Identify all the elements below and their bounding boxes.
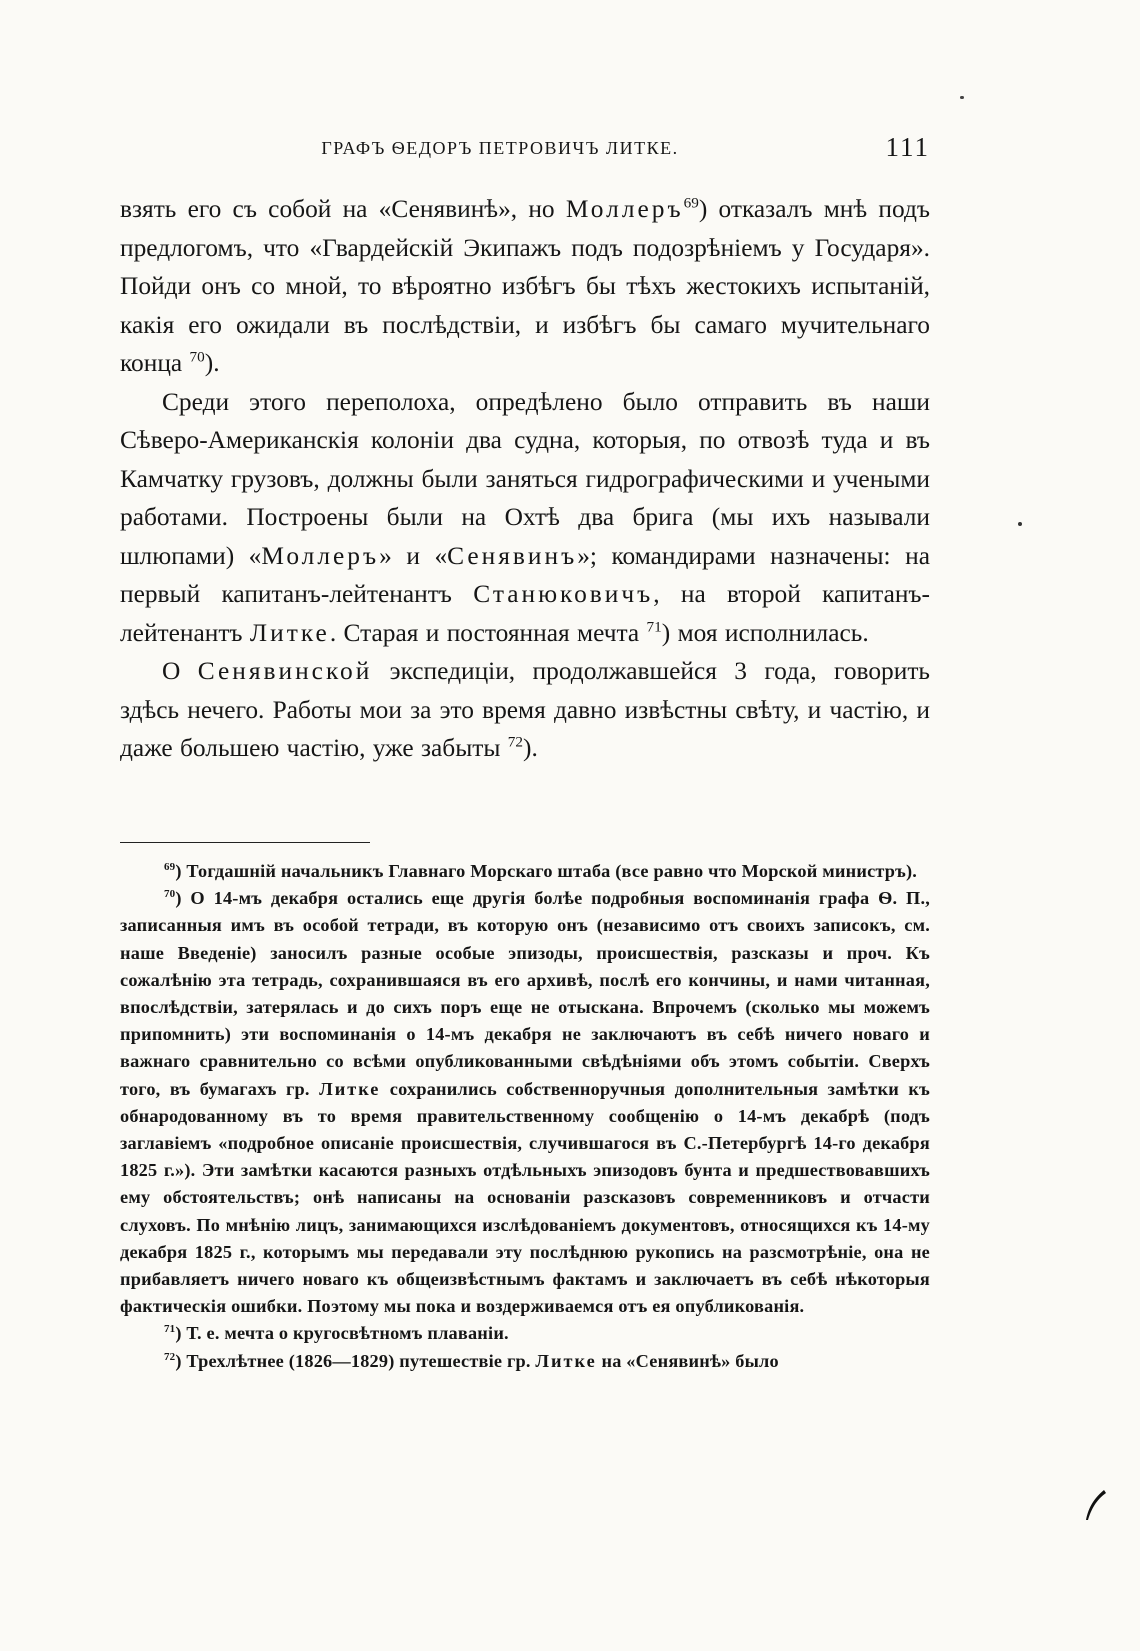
- main-text: [120, 190, 930, 768]
- spaced-name: Сенявинъ: [447, 541, 578, 570]
- page-header: [120, 132, 930, 168]
- footnote-text: на «Сенявинѣ» было: [596, 1350, 779, 1371]
- text-run: , на второй капитанъ-лейтенантъ: [120, 580, 931, 647]
- paragraph-1: [120, 190, 930, 383]
- footnote-72: [120, 1348, 930, 1375]
- footnote-ref-72[interactable]: 72: [507, 733, 524, 751]
- footnote-ref-69[interactable]: 69: [683, 194, 699, 212]
- footnote-text: ) Т. е. мечта о кругосвѣтномъ плаваніи.: [175, 1323, 509, 1344]
- footnote-marker: 70: [164, 888, 176, 901]
- paragraph-2: [120, 383, 930, 653]
- footnote-ref-71[interactable]: 71: [646, 618, 662, 636]
- text-run: »; командирами назначены: на первый капитанъ-лейтенантъ: [120, 541, 930, 608]
- text-run: О: [162, 657, 198, 685]
- running-head: ГРАФЪ ѲЕДОРЪ ПЕТРОВИЧЪ ЛИТКЕ.: [321, 138, 679, 158]
- page-number: 111: [885, 132, 930, 162]
- text-run: . Старая и постоянная мечта: [329, 618, 647, 647]
- text-run: ).: [523, 734, 538, 762]
- footnote-ref-70[interactable]: 70: [189, 348, 205, 366]
- text-run: взять его съ собой на «Сенявинѣ», но: [120, 195, 566, 223]
- footnote-70: [120, 885, 930, 1320]
- footnote-text: ) Тогдашній начальникъ Главнаго Морскаго штаба (все равно что Морской министръ).: [175, 861, 918, 881]
- footnote-separator: [120, 842, 370, 843]
- text-run: ) отказалъ мнѣ подъ предлогомъ, что «Гвардейскій Экипажъ подъ подозрѣніемъ у Государя». Пойди онъ со мной, то вѣроятно избѣгъ бы тѣхъ жестокихъ испытаній, какія его ожидали въ послѣдствіи, и избѣгъ бы самаго мучительнаго конца: [120, 195, 930, 377]
- footnotes: [120, 858, 930, 1375]
- footnote-text: ) Трехлѣтнее (1826—1829) путешествіе гр.: [175, 1350, 536, 1371]
- paragraph-3: [120, 652, 930, 768]
- footnote-69: [120, 858, 930, 885]
- text-run: Среди этого переполоха, опредѣлено было отправить въ наши Сѣверо-Американскія колоніи два судна, которыя, по отвозѣ туда и въ Камчатку грузовъ, должны были заняться гидрографическими и учеными работами. Построены были на Охтѣ два брига (мы ихъ называли шлюпами) «: [120, 387, 930, 570]
- ink-stroke-mark: [1082, 1484, 1108, 1522]
- text-run: ).: [204, 349, 220, 377]
- footnote-marker: 71: [164, 1323, 176, 1336]
- scan-speck-margin: [1018, 522, 1022, 526]
- text-run: экспедиціи, продолжавшейся 3 года, говорить здѣсь нечего. Работы мои за это время давно извѣстны свѣту, и частію, и даже большею частію, уже забыты: [120, 657, 930, 762]
- spaced-name: Моллеръ: [261, 541, 380, 570]
- footnote-marker: 72: [164, 1350, 176, 1363]
- spaced-name: Литке: [535, 1350, 597, 1371]
- spaced-name: Моллеръ: [565, 195, 684, 223]
- text-run: » и «: [379, 541, 448, 570]
- footnote-71: [120, 1320, 930, 1347]
- spaced-name: Литке: [319, 1078, 381, 1099]
- footnote-text: ) О 14-мъ декабря остались еще другія болѣе подробныя воспоминанія графа Ѳ. П., записанныя имъ въ особой тетради, въ которую онъ (независимо отъ своихъ записокъ, см. наше Введеніе) заносилъ разные особые эпизоды, происшествія, разсказы и проч. Къ сожалѣнію эта тетрадь, сохранившаяся въ его архивѣ, послѣ его кончины, и нами читанная, впослѣдствіи, затерялась и до сихъ поръ еще не отыскана. Впрочемъ (сколько мы можемъ припомнить) эти воспоминанія о 14-мъ декабря не заключаютъ въ себѣ ничего новаго и важнаго сравнительно со всѣми опубликованными свѣдѣніями объ этомъ событіи. Сверхъ того, въ бумагахъ гр.: [120, 888, 930, 1099]
- scan-speck-top: [960, 96, 964, 99]
- spaced-name: Станюковичъ: [473, 580, 654, 608]
- text-run: ) моя исполнилась.: [661, 618, 869, 647]
- spaced-name: Литке: [249, 618, 330, 647]
- footnote-text: сохранились собственноручныя дополнительныя замѣтки къ обнародованному въ то время правительственному сообщенію о 14-мъ декабрѣ (подъ заглавіемъ «подробное описаніе происшествія, случившагося въ С.-Петербургѣ 14-го декабря 1825 г.»). Эти замѣтки касаются разныхъ отдѣльныхъ эпизодовъ бунта и предшествовавшихъ ему обстоятельствъ; онѣ написаны на основаніи разсказовъ современниковъ и отчасти слуховъ. По мнѣнію лицъ, занимающихся изслѣдованіемъ документовъ, относящихся къ 14-му декабря 1825 г., которымъ мы передавали эту послѣднюю рукопись на разсмотрѣніе, она не прибавляетъ ничего новаго къ общеизвѣстнымъ фактамъ и заключаетъ въ себѣ нѣкоторыя фактическія ошибки. Поэтому мы пока и воздерживаемся отъ ея опубликованія.: [120, 1078, 931, 1317]
- spaced-name: Сенявинской: [197, 657, 373, 685]
- footnote-marker: 69: [164, 860, 176, 873]
